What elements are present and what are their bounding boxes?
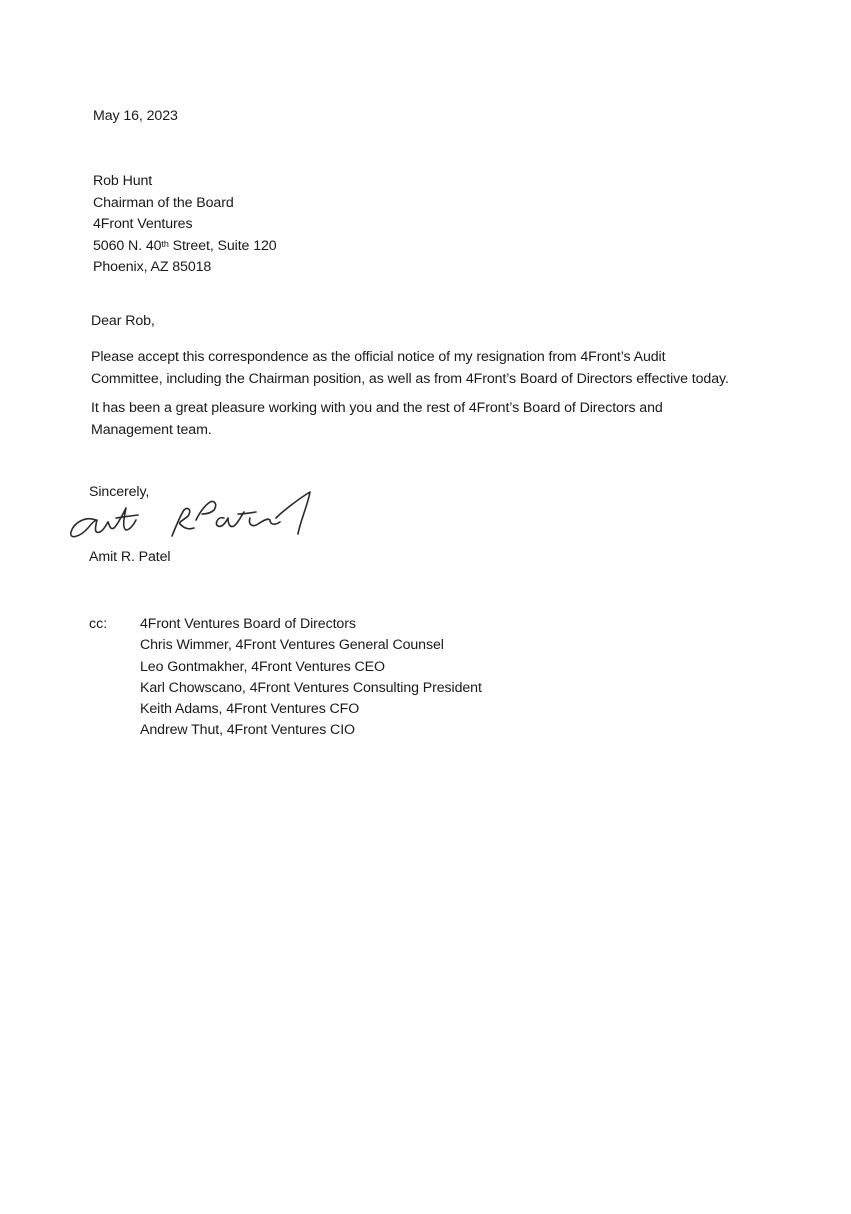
- recipient-street: 5060 N. 40th Street, Suite 120: [93, 237, 277, 254]
- recipient-title: Chairman of the Board: [93, 194, 234, 211]
- body-paragraph-2: [91, 398, 663, 441]
- closing: Sincerely,: [89, 484, 150, 500]
- signatory-name: Amit R. Patel: [89, 549, 171, 565]
- recipient-city-line: Phoenix, AZ 85018: [93, 259, 212, 275]
- paragraph-line: Please accept this correspondence as the official notice of my resignation from 4Front’s Audit: [91, 349, 666, 365]
- cc-item: Leo Gontmakher, 4Front Ventures CEO: [140, 658, 385, 675]
- salutation: Dear Rob,: [91, 313, 155, 329]
- cc-label: cc:: [89, 616, 108, 632]
- recipient-address-block: [93, 171, 277, 279]
- recipient-name: Rob Hunt: [93, 173, 153, 189]
- recipient-company: 4Front Ventures: [93, 216, 193, 232]
- cc-item: Andrew Thut, 4Front Ventures CIO: [140, 722, 355, 739]
- cc-item: Chris Wimmer, 4Front Ventures General Counsel: [140, 637, 444, 654]
- paragraph-line: Management team.: [91, 421, 212, 438]
- cc-item: Keith Adams, 4Front Ventures CFO: [140, 701, 360, 718]
- ordinal-suffix: th: [161, 238, 169, 249]
- body-paragraph-1: [91, 347, 729, 390]
- cc-item: 4Front Ventures Board of Directors: [140, 616, 356, 632]
- cc-list: [140, 614, 482, 742]
- paragraph-line: Committee, including the Chairman position, as well as from 4Front’s Board of Directors effective today.: [91, 370, 729, 387]
- letter-date: May 16, 2023: [93, 108, 178, 124]
- handwritten-signature: [64, 490, 328, 546]
- cc-item: Karl Chowscano, 4Front Ventures Consulting President: [140, 679, 482, 696]
- paragraph-line: It has been a great pleasure working with you and the rest of 4Front’s Board of Directors and: [91, 400, 663, 416]
